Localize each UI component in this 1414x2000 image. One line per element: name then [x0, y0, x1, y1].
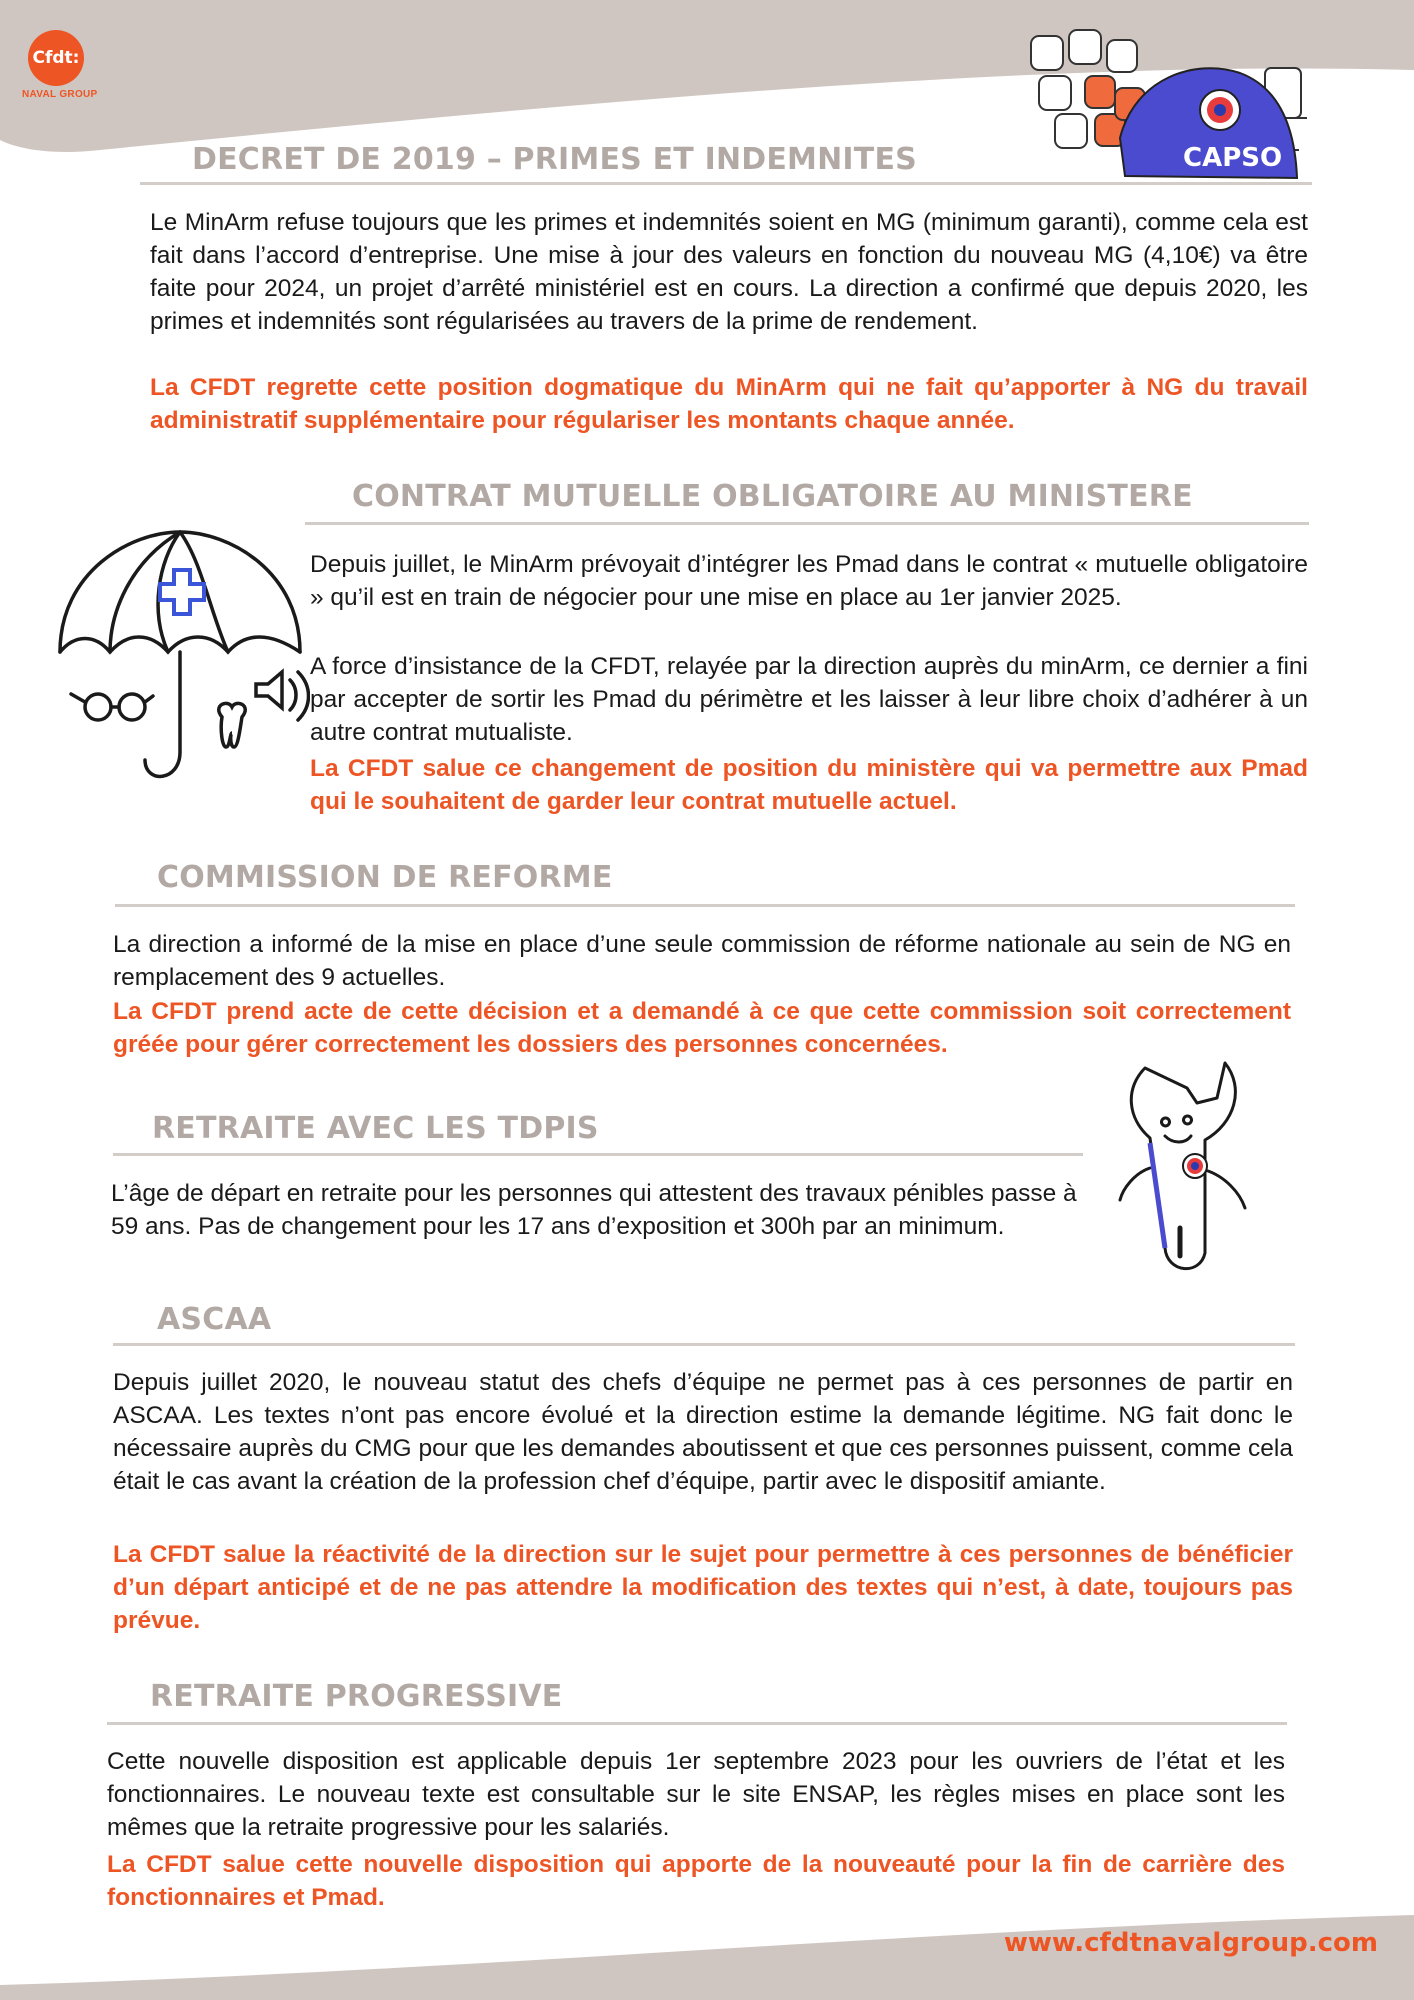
section-title-ascaa: ASCAA: [157, 1302, 272, 1337]
section-divider: [113, 1343, 1295, 1346]
website-link[interactable]: www.cfdtnavalgroup.com: [1003, 1928, 1378, 1958]
section-body-ascaa: Depuis juillet 2020, le nouveau statut des chefs d’équipe ne permet pas à ces personnes de partir en ASCAA. Les textes n’ont pas encore évolué et la direction estime la demande légitime. NG fait donc le nécessaire auprès du CMG pour que les demandes aboutissent et que ces personnes puissent, comme cela était le cas avant la création de la profession chef d’équipe, partir avec le dispositif amiante.: [113, 1369, 1293, 1495]
logo-subtitle: NAVAL GROUP: [22, 89, 98, 100]
cfdt-statement-decret: La CFDT regrette cette position dogmatique du MinArm qui ne fait qu’apporter à NG du travail administratif supplémentaire pour régulariser les montants chaque année.: [150, 374, 1308, 434]
section-divider: [140, 182, 1312, 185]
section-body-tdpis: L’âge de départ en retraite pour les personnes qui attestent des travaux pénibles passe à 59 ans. Pas de changement pour les 17 ans d’exposition et 300h par an minimum.: [111, 1180, 1077, 1240]
capso-badge-illustration: [1025, 18, 1325, 198]
cfdt-statement-retraite-progressive: La CFDT salue cette nouvelle disposition qui apporte de la nouveauté pour la fin de carrière des fonctionnaires et Pmad.: [107, 1851, 1285, 1911]
section-body-decret: Le MinArm refuse toujours que les primes et indemnités soient en MG (minimum garanti), comme cela est fait dans l’accord d’entreprise. Une mise à jour des valeurs en fonction du nouveau MG (4,10€) va être faite pour 2024, un projet d’arrêté ministériel est en cours. La direction a confirmé que depuis 2020, les primes et indemnités sont régularisées au travers de la prime de rendement.: [150, 209, 1308, 335]
section-body-retraite-progressive: Cette nouvelle disposition est applicable depuis 1er septembre 2023 pour les ouvriers de l’état et les fonctionnaires. Le nouveau texte est consultable sur le site ENSAP, les règles mises en place sont les mêmes que la retraite progressive pour les salariés.: [107, 1748, 1285, 1841]
cfdt-logo: [22, 30, 102, 100]
section-title-decret: DECRET DE 2019 – PRIMES ET INDEMNITES: [192, 142, 917, 177]
wrench-mascot-icon: [1105, 1048, 1275, 1288]
section-body-commission: La direction a informé de la mise en place d’une seule commission de réforme nationale au sein de NG en remplacement des 9 actuelles.: [113, 931, 1291, 991]
section-divider: [107, 1722, 1287, 1725]
cfdt-statement-mutuelle: La CFDT salue ce changement de position du ministère qui va permettre aux Pmad qui le souhaitent de garder leur contrat mutuelle actuel.: [310, 755, 1308, 815]
section-title-commission: COMMISSION DE REFORME: [157, 860, 613, 895]
section-body-mutuelle-2: A force d’insistance de la CFDT, relayée par la direction auprès du minArm, ce dernier a fini par accepter de sortir les Pmad du périmètre et les laisser à leur libre choix d’adhérer à un autre contrat mutualiste.: [310, 653, 1308, 746]
section-divider: [113, 1153, 1083, 1156]
section-title-retraite-progressive: RETRAITE PROGRESSIVE: [150, 1679, 563, 1714]
cfdt-statement-commission: La CFDT prend acte de cette décision et a demandé à ce que cette commission soit correctement gréée pour gérer correctement les dossiers des personnes concernées.: [113, 998, 1291, 1058]
logo-circle: Cfdt:: [28, 30, 84, 86]
cfdt-statement-ascaa: La CFDT salue la réactivité de la direction sur le sujet pour permettre à ces personnes de bénéficier d’un départ anticipé et de ne pas attendre la modification des textes qui n’est, à date, toujours pas prévue.: [113, 1541, 1293, 1634]
badge-label: CAPSO: [1183, 143, 1283, 173]
section-divider: [305, 522, 1309, 525]
umbrella-health-icon: [50, 522, 310, 792]
section-title-mutuelle: CONTRAT MUTUELLE OBLIGATOIRE AU MINISTERE: [352, 479, 1193, 514]
section-divider: [115, 904, 1295, 907]
section-body-mutuelle: Depuis juillet, le MinArm prévoyait d’intégrer les Pmad dans le contrat « mutuelle obligatoire » qu’il est en train de négocier pour une mise en place au 1er janvier 2025.: [310, 551, 1308, 611]
section-title-tdpis: RETRAITE AVEC LES TDPIS: [152, 1111, 599, 1146]
